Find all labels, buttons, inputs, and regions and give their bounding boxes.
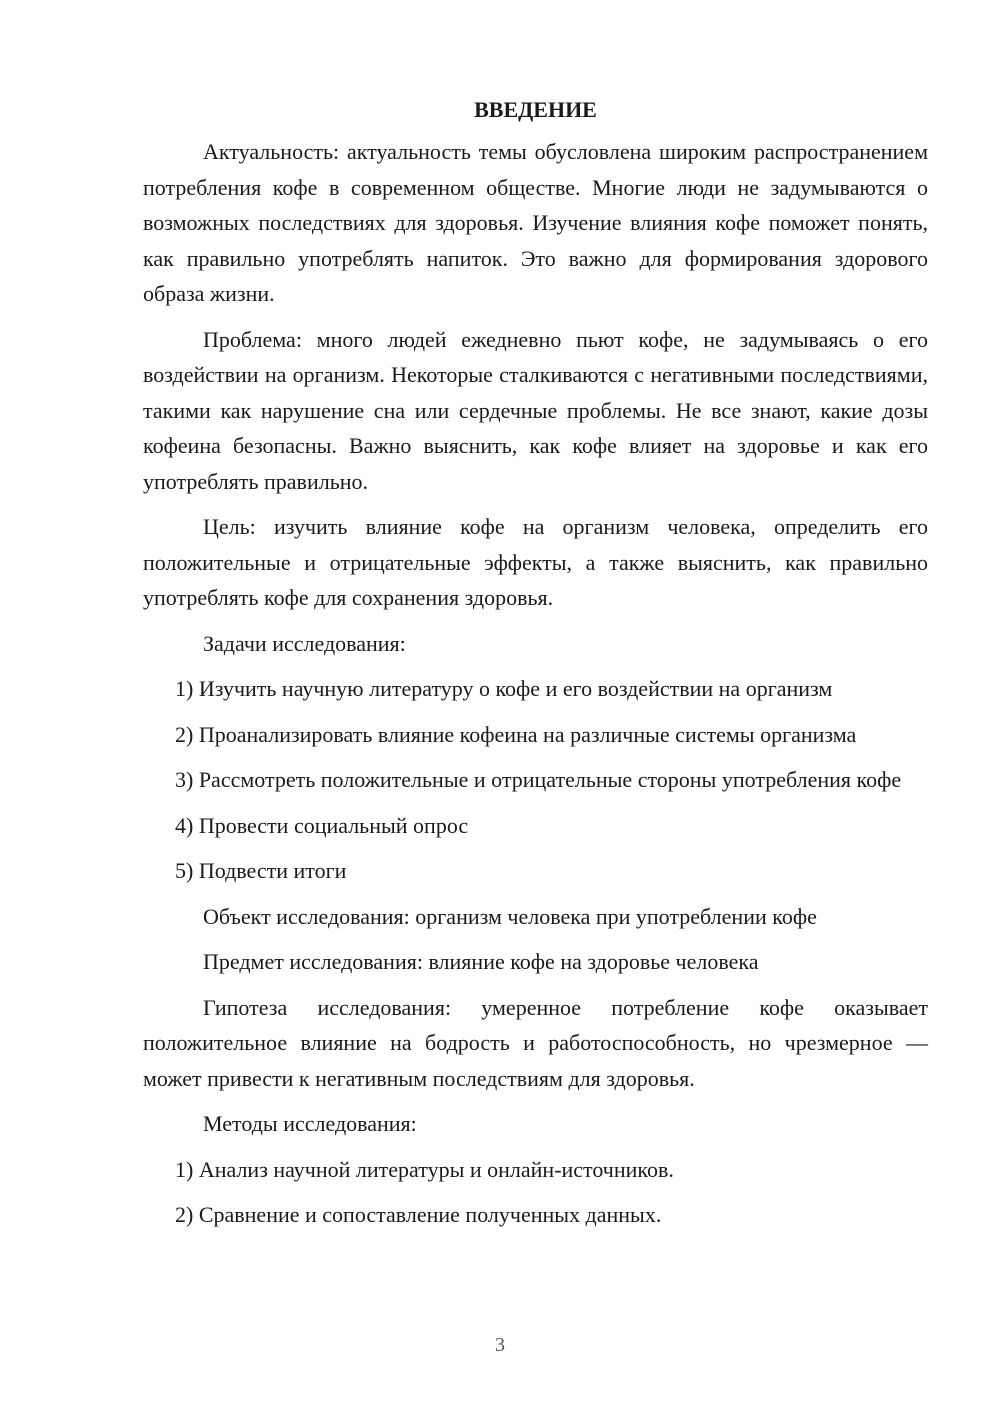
section-title: ВВЕДЕНИЕ xyxy=(474,97,597,122)
research-hypothesis: Гипотеза исследования: умеренное потребление кофе оказывает положительное влияние на бодрость и работоспособность, но чрезмерное — может привести к негативным последствиям для здоровья. xyxy=(143,994,928,1091)
task-item-4: 4) Провести социальный опрос xyxy=(175,812,469,838)
research-subject: Предмет исследования: влияние кофе на здоровье человека xyxy=(203,949,759,974)
task-item-3: 3) Рассмотреть положительные и отрицательные стороны употребления кофе xyxy=(175,767,902,792)
paragraph-goal: Цель: изучить влияние кофе на организм человека, определить его положительные и отрицательные эффекты, а также выяснить, как правильно употреблять кофе для сохранения здоровья. xyxy=(143,514,928,610)
method-item-1: 1) Анализ научной литературы и онлайн-источников. xyxy=(175,1156,674,1182)
task-item-1: 1) Изучить научную литературу о кофе и его воздействии на организм xyxy=(175,676,833,701)
paragraph-problem: Проблема: много людей ежедневно пьют кофе, не задумываясь о его воздействии на организм. Некоторые сталкиваются с негативными последствиями, такими как нарушение сна или сердечные проблемы. Не все знают, какие дозы кофеина безопасны. Важно выяснить, как кофе влияет на здоровье и как его употреблять правильно. xyxy=(143,326,928,494)
task-item-2: 2) Проанализировать влияние кофеина на различные системы организма xyxy=(175,721,857,747)
task-item-5: 5) Подвести итоги xyxy=(175,858,347,883)
document-page xyxy=(143,96,928,1233)
paragraph-relevance: Актуальность: актуальность темы обусловлена широким распространением потребления кофе в современном обществе. Многие люди не задумываются о возможных последствиях для здоровья. Изучение влияния кофе поможет понять, как правильно употреблять напиток. Это важно для формирования здорового образа жизни. xyxy=(143,139,928,306)
methods-heading: Методы исследования: xyxy=(203,1111,417,1136)
tasks-heading: Задачи исследования: xyxy=(203,630,406,656)
page-number: 3 xyxy=(495,1334,505,1356)
method-item-2: 2) Сравнение и сопоставление полученных данных. xyxy=(175,1202,662,1227)
research-object: Объект исследования: организм человека при употреблении кофе xyxy=(203,903,817,929)
